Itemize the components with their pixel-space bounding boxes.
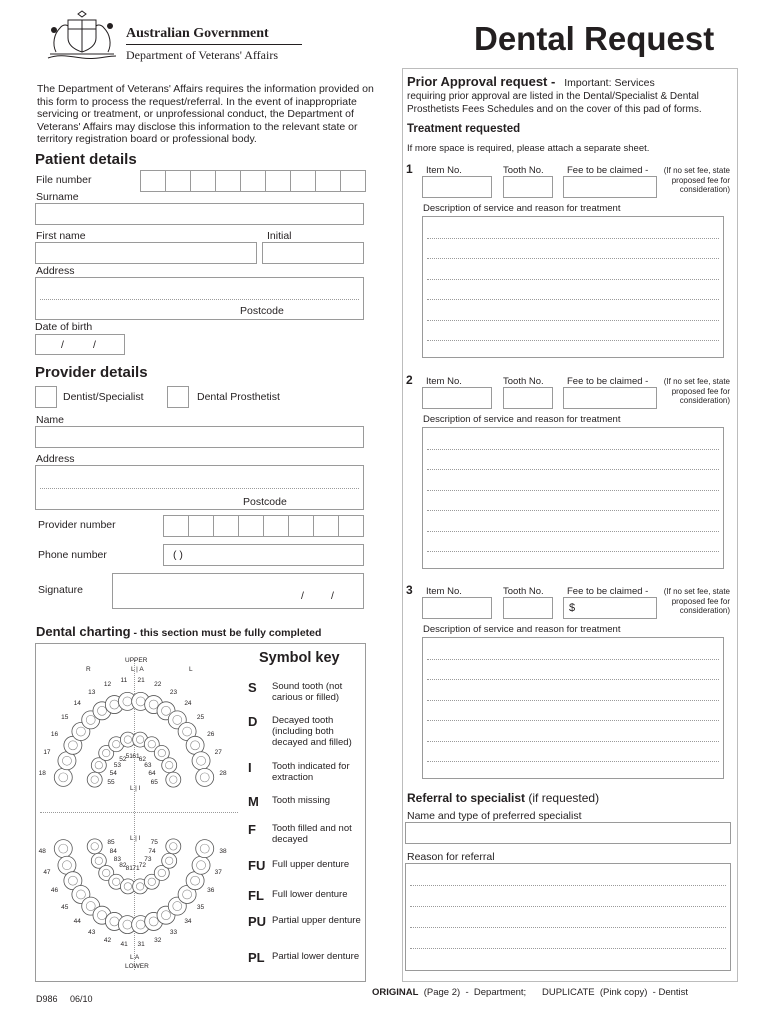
tooth-number: 42 — [103, 936, 112, 944]
tooth-number: 35 — [196, 903, 205, 911]
tooth-outline[interactable] — [196, 768, 214, 786]
tooth-number: 54 — [109, 769, 117, 777]
tooth-outline[interactable] — [87, 772, 102, 787]
tooth-number: 36 — [207, 887, 215, 895]
tooth-number: 84 — [109, 848, 117, 856]
symbol-code: PU — [248, 914, 267, 929]
tooth-number: 72 — [138, 861, 147, 869]
tooth-number: 23 — [169, 688, 178, 696]
provider-address-field[interactable] — [35, 465, 364, 510]
tooth-no-field[interactable] — [503, 597, 553, 619]
tooth-outline[interactable] — [54, 840, 72, 858]
tooth-number: 46 — [50, 887, 59, 895]
dentist-label: Dentist/Specialist — [63, 391, 144, 403]
tooth-number: 74 — [148, 848, 156, 856]
tooth-no-field[interactable] — [503, 176, 553, 198]
tooth-number: 85 — [107, 838, 115, 846]
patient-details-heading: Patient details — [35, 151, 137, 168]
dob-sep-1: / — [61, 339, 64, 351]
referral-reason-label: Reason for referral — [407, 851, 495, 863]
fee-note: (If no set fee, state proposed fee for consideration) — [663, 587, 730, 615]
tooth-number: 73 — [144, 856, 152, 864]
symbol-description: Tooth filled and not decayed — [272, 823, 352, 845]
tooth-outline[interactable] — [166, 839, 181, 854]
phone-label: Phone number — [38, 549, 107, 561]
upper-label: UPPER — [125, 657, 148, 664]
signature-label: Signature — [38, 584, 83, 596]
tooth-number: 25 — [196, 714, 205, 721]
provider-postcode-label: Postcode — [243, 496, 287, 508]
treatment-requested-heading: Treatment requested — [407, 123, 521, 135]
item-no-field[interactable] — [422, 597, 492, 619]
tooth-number: 32 — [154, 936, 162, 944]
phone-paren: ( ) — [173, 549, 183, 561]
item-no-label: Item No. — [426, 165, 462, 176]
description-label: Description of service and reason for treatment — [423, 624, 621, 635]
tooth-number: 21 — [137, 677, 145, 685]
li-lower-label: L | I — [130, 835, 141, 842]
symbol-description: Full upper denture — [272, 859, 350, 870]
tooth-number: 45 — [61, 903, 69, 911]
symbol-code: D — [248, 714, 258, 729]
tooth-number: 83 — [113, 856, 121, 864]
dob-sep-2: / — [93, 339, 96, 351]
provider-number-label: Provider number — [38, 519, 116, 531]
file-number-field[interactable] — [140, 170, 364, 192]
tooth-number: 27 — [214, 749, 222, 757]
symbol-code: FU — [248, 858, 266, 873]
tooth-number: 71 — [132, 864, 140, 872]
first-name-field[interactable] — [35, 242, 257, 264]
original-label: ORIGINAL — [372, 987, 419, 998]
form-code: D986 — [36, 994, 58, 1004]
referral-title: Referral to specialist — [407, 791, 526, 805]
referral-reason-field[interactable] — [405, 863, 731, 971]
tooth-number: 65 — [150, 779, 158, 786]
tooth-number: 24 — [184, 699, 192, 707]
tooth-outline[interactable] — [192, 856, 210, 874]
tooth-outline[interactable] — [166, 772, 181, 787]
first-name-label: First name — [36, 230, 86, 242]
tooth-number: 62 — [138, 756, 147, 764]
provider-number-cell[interactable] — [213, 515, 239, 537]
tooth-number: 51 — [125, 753, 133, 761]
item-no-label: Item No. — [426, 586, 462, 597]
tooth-no-label: Tooth No. — [503, 165, 544, 176]
provider-number-cell[interactable] — [313, 515, 339, 537]
referral-heading — [407, 791, 599, 805]
tooth-number: 33 — [169, 929, 178, 937]
symbol-key-heading: Symbol key — [259, 650, 340, 666]
treatment-number: 3 — [406, 583, 413, 597]
surname-field[interactable] — [35, 203, 364, 225]
gov-line: Australian Government — [126, 26, 269, 41]
la-bottom-label: L A — [130, 954, 140, 961]
patient-postcode-label: Postcode — [240, 305, 284, 317]
file-number-cell[interactable] — [140, 170, 166, 192]
symbol-description: Sound tooth (not carious or filled) — [272, 681, 343, 703]
tooth-number: 26 — [207, 730, 215, 738]
description-label: Description of service and reason for treatment — [423, 203, 621, 214]
tooth-number: 53 — [113, 761, 121, 769]
specialist-name-field[interactable] — [405, 822, 731, 844]
provider-number-cell[interactable] — [238, 515, 264, 537]
symbol-code: I — [248, 760, 252, 775]
initial-field[interactable] — [262, 242, 364, 264]
li-upper-label: L | I — [130, 785, 141, 792]
phone-field[interactable] — [163, 544, 364, 566]
provider-name-label: Name — [36, 414, 65, 426]
provider-number-cell[interactable] — [338, 515, 364, 537]
la-top-label: L | A — [131, 666, 144, 673]
prior-approval-heading — [407, 74, 655, 89]
tooth-number: 16 — [50, 730, 59, 738]
fee-field[interactable] — [563, 176, 657, 198]
tooth-number: 12 — [103, 681, 112, 689]
tooth-number: 37 — [214, 868, 222, 876]
fee-note: (If no set fee, state proposed fee for consideration) — [663, 377, 730, 405]
surname-label: Surname — [36, 191, 79, 203]
referral-note: (if requested) — [525, 791, 600, 805]
symbol-code: FL — [248, 888, 264, 903]
tooth-outline[interactable] — [162, 758, 177, 773]
file-number-cell[interactable] — [290, 170, 316, 192]
file-number-cell[interactable] — [240, 170, 266, 192]
file-number-cell[interactable] — [215, 170, 241, 192]
provider-number-cell[interactable] — [188, 515, 214, 537]
tooth-no-field[interactable] — [503, 387, 553, 409]
dept-line: Department of Veterans' Affairs — [126, 48, 279, 62]
prosthetist-label: Dental Prosthetist — [197, 391, 280, 403]
l-label: L — [189, 666, 193, 673]
tooth-number: 17 — [43, 749, 51, 757]
tooth-outline[interactable] — [87, 839, 102, 854]
coat-of-arms-logo — [44, 10, 120, 60]
header-rule — [126, 44, 302, 45]
symbol-code: M — [248, 794, 259, 809]
file-number-cell[interactable] — [165, 170, 191, 192]
tooth-number: 14 — [73, 699, 81, 707]
form-date: 06/10 — [70, 994, 93, 1004]
tooth-no-label: Tooth No. — [503, 586, 544, 597]
dental-charting-heading — [36, 624, 321, 639]
tooth-number: 22 — [154, 681, 162, 689]
description-label: Description of service and reason for treatment — [423, 414, 621, 425]
tooth-number: 47 — [43, 868, 51, 876]
tooth-number: 82 — [119, 861, 127, 869]
symbol-description: Decayed tooth (including both decayed and filled) — [272, 715, 352, 748]
tooth-number: 18 — [38, 769, 46, 777]
tooth-number: 52 — [119, 756, 127, 764]
dentist-checkbox[interactable] — [35, 386, 57, 408]
initial-label: Initial — [267, 230, 292, 242]
file-number-cell[interactable] — [340, 170, 366, 192]
tooth-number: 31 — [137, 940, 145, 948]
tooth-number: 11 — [120, 677, 128, 685]
signature-field[interactable] — [112, 573, 364, 609]
tooth-number: 13 — [88, 688, 96, 696]
item-no-label: Item No. — [426, 376, 462, 387]
prior-approval-note: requiring prior approval are listed in the Dental/Specialist & Dental Prosthetists Fees Schedules and on the cover of this pad of forms. — [407, 91, 702, 115]
copy-rest: (Page 2) - Department; DUPLICATE (Pink copy) - Dentist — [418, 987, 689, 998]
fee-label: Fee to be claimed - — [567, 586, 649, 597]
item-no-field[interactable] — [422, 387, 492, 409]
sig-sep-2: / — [331, 590, 334, 602]
sig-sep-1: / — [301, 590, 304, 602]
prior-approval-important: Important: Services — [564, 77, 655, 89]
patient-address-field[interactable] — [35, 277, 364, 320]
symbol-description: Tooth missing — [272, 795, 331, 806]
tooth-number: 41 — [120, 940, 128, 948]
tooth-outline[interactable] — [196, 840, 214, 858]
tooth-number: 34 — [184, 918, 192, 926]
address-label: Address — [36, 265, 75, 277]
treatment-number: 2 — [406, 373, 413, 387]
copy-distribution — [372, 987, 688, 998]
dental-charting-title: Dental charting — [36, 624, 131, 639]
tooth-outline[interactable] — [192, 752, 210, 770]
tooth-number: 55 — [107, 779, 115, 786]
lower-label: LOWER — [125, 963, 149, 970]
symbol-code: PL — [248, 950, 265, 965]
tooth-no-label: Tooth No. — [503, 376, 544, 387]
tooth-number: 48 — [38, 848, 46, 856]
tooth-number: 61 — [132, 753, 140, 761]
provider-details-heading: Provider details — [35, 364, 148, 381]
specialist-name-label: Name and type of preferred specialist — [407, 810, 582, 822]
file-number-cell[interactable] — [265, 170, 291, 192]
tooth-number: 81 — [125, 864, 133, 872]
file-number-label: File number — [36, 174, 92, 186]
symbol-code: S — [248, 680, 257, 695]
treatment-number: 1 — [406, 162, 413, 176]
tooth-number: 44 — [73, 918, 81, 926]
dob-label: Date of birth — [35, 321, 93, 333]
prosthetist-checkbox[interactable] — [167, 386, 189, 408]
dollar-sign: $ — [569, 602, 576, 614]
fee-field[interactable] — [563, 387, 657, 409]
tooth-number: 38 — [219, 848, 227, 856]
tooth-outline[interactable] — [162, 853, 177, 868]
item-no-field[interactable] — [422, 176, 492, 198]
provider-number-cell[interactable] — [288, 515, 314, 537]
symbol-code: F — [248, 822, 256, 837]
tooth-number: 63 — [144, 761, 152, 769]
file-number-cell[interactable] — [190, 170, 216, 192]
intro-text: The Department of Veterans' Affairs requires the information provided on this form to process the request/referral. In the event of inappropriate servicing or treatment, or unprofessional conduct, the Department of Veterans' Affairs may disclose this information to the relevant state or territory registration board or professional body. — [37, 83, 374, 146]
fee-field[interactable] — [563, 597, 657, 619]
provider-name-field[interactable] — [35, 426, 364, 448]
provider-address-label: Address — [36, 453, 75, 465]
fee-note: (If no set fee, state proposed fee for consideration) — [663, 166, 730, 194]
tooth-outline[interactable] — [54, 768, 72, 786]
tooth-number: 28 — [219, 769, 227, 777]
description-field[interactable] — [422, 637, 724, 779]
space-note: If more space is required, please attach a separate sheet. — [407, 143, 650, 154]
provider-number-field[interactable] — [163, 515, 364, 537]
r-label: R — [86, 666, 91, 673]
symbol-description: Partial upper denture — [272, 915, 361, 926]
file-number-cell[interactable] — [315, 170, 341, 192]
teeth-diagram — [35, 643, 245, 982]
provider-number-cell[interactable] — [163, 515, 189, 537]
fee-label: Fee to be claimed - — [567, 376, 649, 387]
tooth-number: 64 — [148, 769, 156, 777]
page-title: Dental Request — [474, 20, 715, 57]
dental-charting-note: - this section must be fully completed — [130, 627, 322, 639]
provider-number-cell[interactable] — [263, 515, 289, 537]
description-field[interactable] — [422, 427, 724, 569]
description-field[interactable] — [422, 216, 724, 358]
symbol-description: Full lower denture — [272, 889, 348, 900]
fee-label: Fee to be claimed - — [567, 165, 649, 176]
tooth-number: 43 — [88, 929, 96, 937]
dob-field[interactable] — [35, 334, 125, 355]
tooth-number: 15 — [61, 714, 69, 721]
symbol-description: Partial lower denture — [272, 951, 360, 962]
prior-approval-title: Prior Approval request - — [407, 74, 556, 89]
tooth-number: 75 — [150, 838, 158, 846]
symbol-description: Tooth indicated for extraction — [272, 761, 350, 783]
